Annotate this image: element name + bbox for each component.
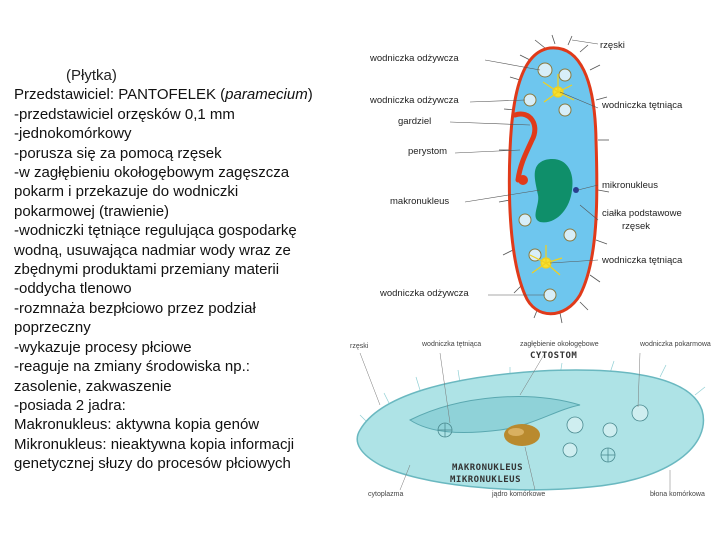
label-wodniczka-tetniaca-bottom: wodniczka tętniąca — [422, 341, 482, 348]
label-wodniczka-odzywcza-2: wodniczka odżywcza — [370, 95, 459, 106]
label-cytoplazma: cytoplazma — [368, 491, 404, 498]
text-line: pokarm i przekazuje do wodniczki — [14, 183, 239, 201]
text-line: wodną, usuwająca nadmiar wody wraz ze — [14, 241, 291, 259]
label-wodniczka-tetniaca-1: wodniczka tętniąca — [602, 100, 683, 111]
label-zaglebienie: zagłębienie okołogębowe — [520, 341, 599, 348]
title-prefix: Przedstawiciel: PANTOFELEK ( — [14, 86, 226, 104]
label-wodniczka-odzywcza-3: wodniczka odżywcza — [380, 288, 469, 299]
label-blona: błona komórkowa — [650, 491, 705, 498]
text-line: zbędnymi produktami przemiany materii — [14, 261, 280, 279]
label-perystom: perystom — [408, 146, 448, 157]
label-rzeski-bottom: rzęski — [350, 343, 369, 350]
title-latin: paramecium — [225, 86, 308, 104]
text-line: pokarmowej (trawienie) — [14, 202, 170, 220]
text-line: -rozmnaża bezpłciowo przez podział — [14, 299, 256, 317]
text-line: -wykazuje procesy płciowe — [14, 338, 192, 356]
text-line: genetycznej słuzy do procesów płciowych — [14, 455, 291, 473]
text-line: -jednokomórkowy — [14, 125, 132, 143]
label-mikronukleus: mikronukleus — [602, 180, 658, 191]
label-cialka-podstawowe: ciałka podstawowe — [602, 208, 682, 219]
label-wodniczka-pokarmowa: wodniczka pokarmowa — [640, 341, 711, 348]
text-line: Makronukleus: aktywna kopia genów — [14, 416, 260, 434]
label-mikronukleus-bottom: MIKRONUKLEUS — [450, 475, 522, 485]
text-line: -reaguje na zmiany środowiska np.: — [14, 358, 250, 376]
heading: (Płytka) — [66, 67, 117, 84]
paramecium-diagram-top — [340, 30, 720, 330]
text-line: Mikronukleus: nieaktywna kopia informacji — [14, 435, 295, 453]
text-line: poprzeczny — [14, 319, 91, 337]
text-line: -wodniczki tętniące regulująca gospodarkę — [14, 222, 297, 240]
label-makronukleus-bottom: MAKRONUKLEUS — [452, 463, 524, 473]
text-line: -posiada 2 jadra: — [14, 396, 126, 414]
title-line — [14, 85, 344, 104]
title-suffix: ) — [307, 86, 313, 104]
text-line: -przedstawiciel orzęsków 0,1 mm — [14, 105, 235, 123]
label-wodniczka-tetniaca-2: wodniczka tętniąca — [602, 255, 683, 266]
label-cytostom: CYTOSTOM — [530, 351, 578, 361]
label-wodniczka-odzywcza-1: wodniczka odżywcza — [370, 53, 459, 64]
label-rzeski: rzęski — [600, 40, 625, 51]
label-makronukleus: makronukleus — [390, 196, 450, 207]
text-line: zasolenie, zakwaszenie — [14, 377, 172, 395]
paramecium-illustration — [340, 30, 720, 330]
label-rzesek: rzęsek — [622, 221, 650, 232]
description-text — [14, 66, 344, 474]
text-line: -porusza się za pomocą rzęsek — [14, 144, 222, 162]
paramecium-diagram-bottom — [340, 335, 720, 505]
label-jadro: jądro komórkowe — [492, 491, 546, 498]
text-line: -oddycha tlenowo — [14, 280, 132, 298]
text-line: -w zagłębieniu okołogębowym zagęszcza — [14, 164, 290, 182]
label-gardziel: gardziel — [398, 116, 432, 127]
